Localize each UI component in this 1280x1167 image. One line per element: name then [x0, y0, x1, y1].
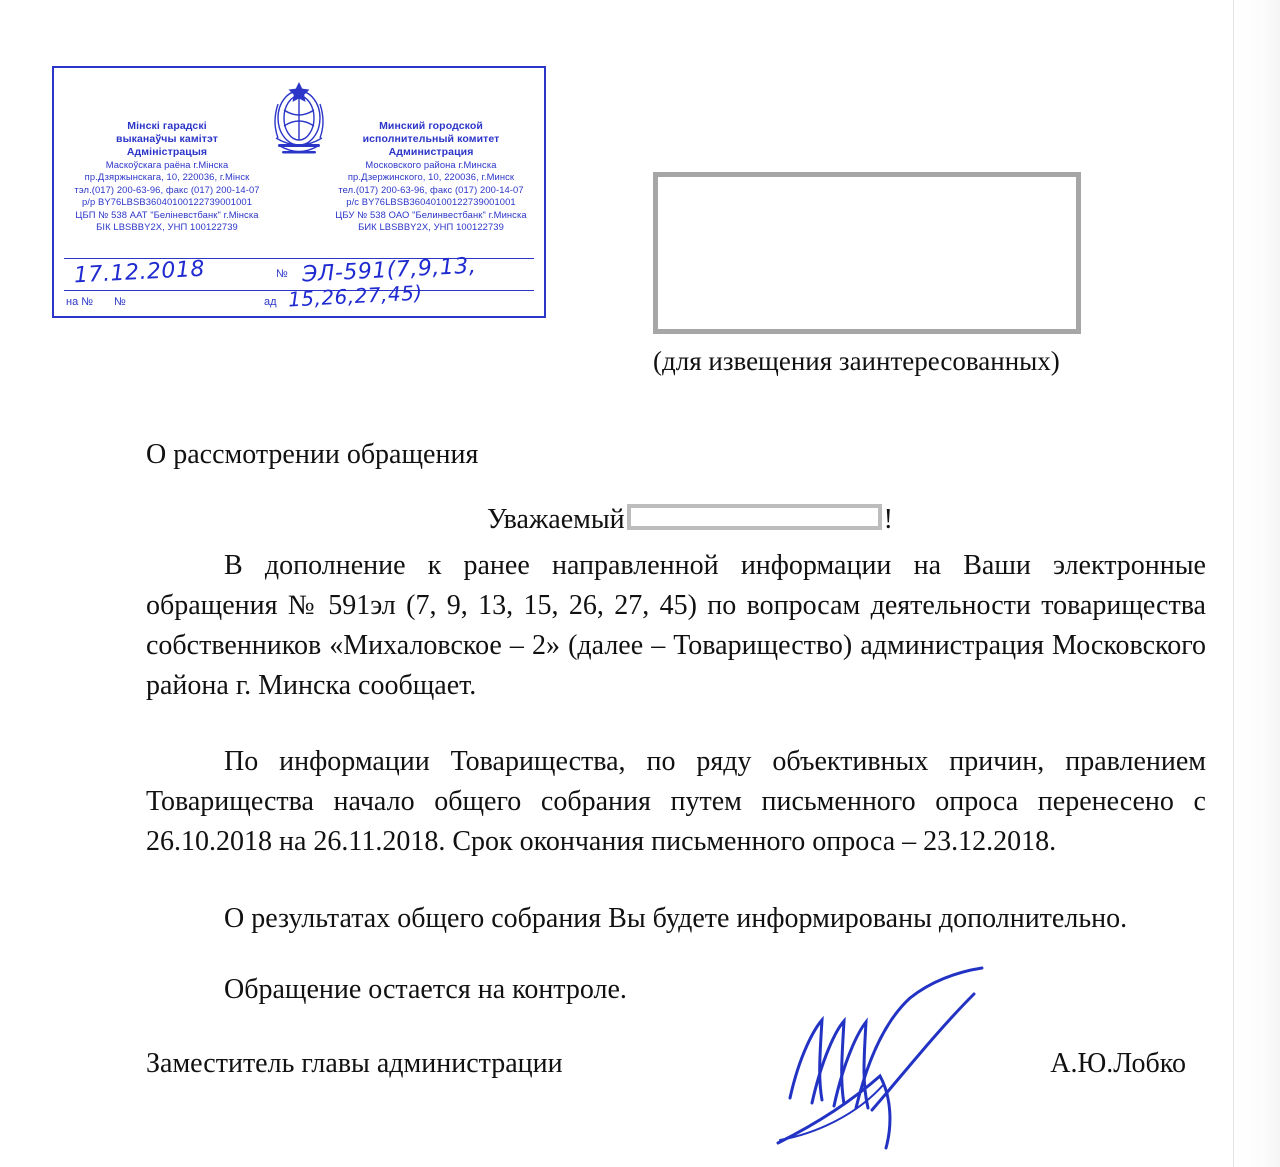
letterhead-stamp: [52, 66, 546, 318]
registration-on-label: на №: [66, 296, 94, 308]
addressee-redaction-box: [653, 172, 1081, 334]
registration-from-label: ад: [264, 296, 277, 308]
salutation: [487, 502, 893, 538]
registration-number-continued: 15,26,27,45): [287, 280, 424, 312]
lh-right-line1: Минский городской: [379, 120, 483, 132]
registration-number-label-2: №: [114, 296, 126, 308]
body-paragraph-1: В дополнение к ранее направленной информации на Ваши электронные обращения № 591эл (7, 9, 13, 15, 26, 27, 45) по вопросам деятельности товарищества собственников «Михаловское – 2» (далее – Товарищество) администрация Московского района г. Минска сообщает.: [146, 550, 1206, 701]
lh-right-line9: БИК LBSBBY2X, УНП 100122739: [358, 221, 504, 233]
lh-left-line6: тэл.(017) 200-63-96, факс (017) 200-14-07: [74, 183, 260, 195]
registration-number-label: №: [276, 268, 288, 280]
registration-number: ЭЛ-591(7,9,13,: [301, 253, 477, 288]
lh-right-line6: тел.(017) 200-63-96, факс (017) 200-14-07: [338, 183, 524, 195]
lh-left-line8: ЦБП № 538 ААТ "Беліневстбанк" г.Мінска: [75, 208, 259, 220]
lh-left-line5: пр.Дзяржынскага, 10, 220036, г.Мінск: [84, 171, 250, 183]
lh-right-line5: пр.Дзержинского, 10, 220036, г.Минск: [347, 171, 515, 183]
body-paragraph-4: Обращение остается на контроле.: [224, 974, 627, 1005]
salutation-suffix: !: [883, 504, 893, 535]
subject-line: О рассмотрении обращения: [146, 439, 479, 470]
lh-right-line7: р/с BY76LBSB36040100122739001001: [346, 196, 516, 208]
lh-left-line3: Адміністрацыя: [126, 146, 208, 158]
signatory-name: А.Ю.Лобко: [1050, 1048, 1186, 1079]
lh-left-line9: БІК LBSBBY2X, УНП 100122739: [96, 221, 238, 233]
registration-date: 17.12.2018: [73, 256, 206, 289]
letterhead-left-column: [64, 120, 270, 233]
body-paragraph-3: О результатах общего собрания Вы будете информированы дополнительно.: [224, 903, 1128, 934]
scan-edge: [1233, 0, 1280, 1167]
registration-row-2: [66, 280, 532, 316]
belarus-coat-of-arms-icon: [266, 74, 332, 166]
recipient-name-redaction: [627, 504, 882, 530]
lh-right-line3: Администрация: [388, 146, 474, 158]
signature-line: [146, 1046, 1186, 1082]
lh-right-line8: ЦБУ № 538 ОАО "Белинвестбанк" г.Минска: [335, 208, 527, 220]
salutation-prefix: Уважаемый: [487, 504, 625, 535]
body-paragraph-2: По информации Товарищества, по ряду объективных причин, правлением Товарищества начало общего собрания путем письменного опроса перенесено с 26.10.2018 на 26.11.2018. Срок окончания письменного опроса – 23.12.2018.: [146, 746, 1206, 857]
signatory-title: Заместитель главы администрации: [146, 1048, 563, 1079]
lh-left-line2: выканаўчы камітэт: [116, 133, 218, 145]
letterhead-right-column: [328, 120, 534, 233]
lh-left-line7: р/р BY76LBSB36040100122739001001: [81, 196, 253, 208]
addressee-note: (для извещения заинтересованных): [653, 346, 1060, 376]
lh-right-line4: Московского района г.Минска: [365, 159, 497, 170]
lh-left-line1: Мінскі гарадскі: [127, 120, 207, 132]
lh-left-line4: Маскоўскага раёна г.Мінска: [105, 159, 229, 170]
lh-right-line2: исполнительный комитет: [362, 133, 500, 145]
